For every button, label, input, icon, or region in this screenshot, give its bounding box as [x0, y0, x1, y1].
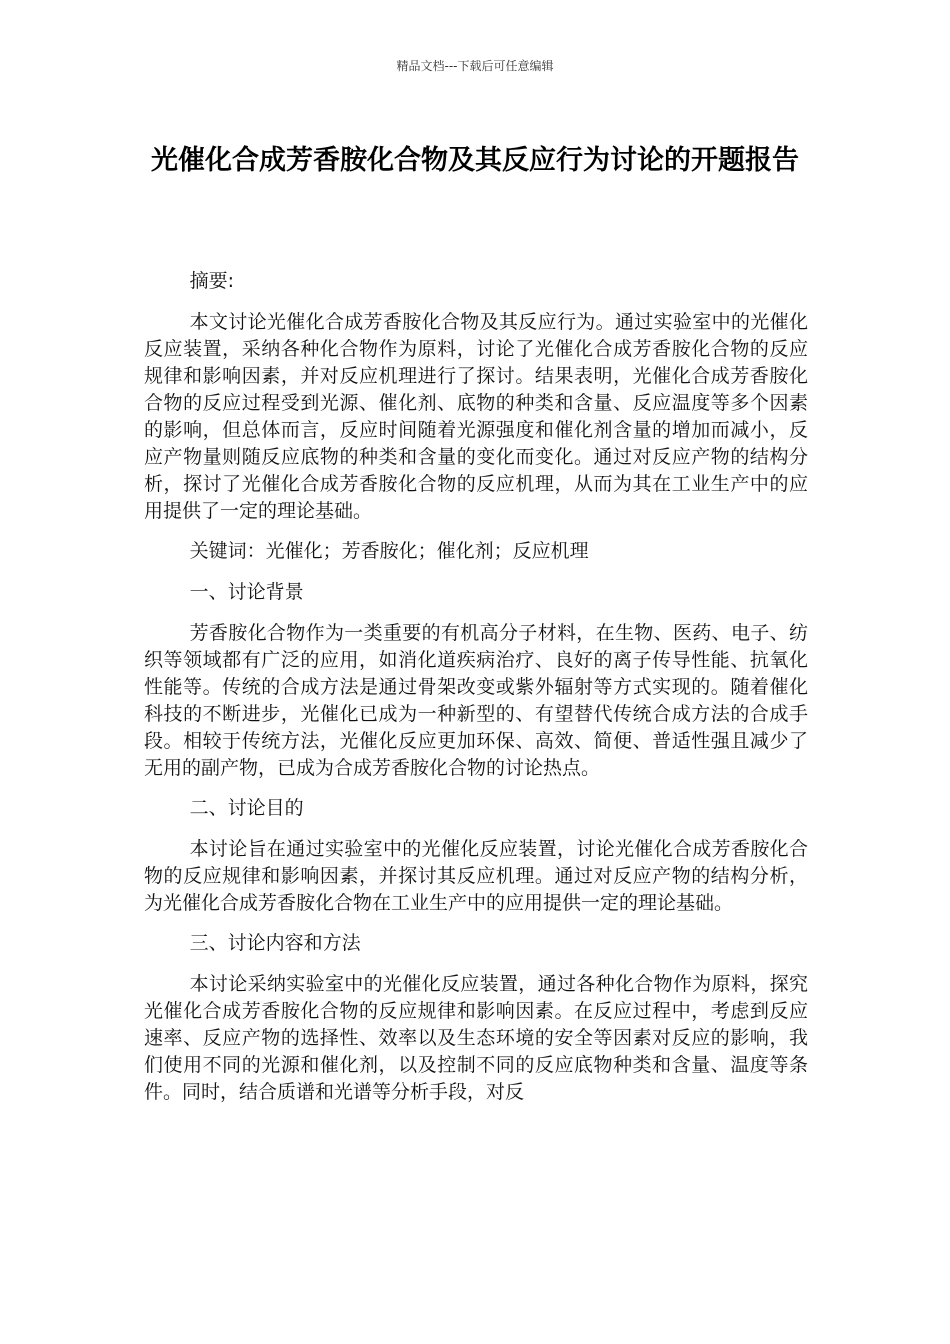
section-paragraph-background: 芳香胺化合物作为一类重要的有机高分子材料，在生物、医药、电子、纺织等领域都有广泛的应用，如消化道疾病治疗、良好的离子传导性能、抗氧化性能等。传统的合成方法是通过骨架改变或紫外辐射等方式实现的。随着催化科技的不断进步，光催化已成为一种新型的、有望替代传统合成方法的合成手段。相较于传统方法，光催化反应更加环保、高效、简便、普适性强且减少了无用的副产物，已成为合成芳香胺化合物的讨论热点。 — [144, 622, 808, 779]
section-heading-methods: 三、讨论内容和方法 — [189, 932, 361, 954]
section-paragraph-purpose: 本讨论旨在通过实验室中的光催化反应装置，讨论光催化合成芳香胺化合物的反应规律和影响因素，并探讨其反应机理。通过对反应产物的结构分析，为光催化合成芳香胺化合物在工业生产中的应用提供一定的理论基础。 — [144, 838, 808, 914]
header-note: 精品文档---下载后可任意编辑 — [396, 59, 554, 73]
document-body — [144, 268, 808, 1119]
keywords-line: 关键词：光催化；芳香胺化；催化剂；反应机理 — [189, 540, 589, 562]
abstract-paragraph: 本文讨论光催化合成芳香胺化合物及其反应行为。通过实验室中的光催化反应装置，采纳各种化合物作为原料，讨论了光催化合成芳香胺化合物的反应规律和影响因素，并对反应机理进行了探讨。结果表明，光催化合成芳香胺化合物的反应过程受到光源、催化剂、底物的种类和含量、反应温度等多个因素的影响，但总体而言，反应时间随着光源强度和催化剂含量的增加而减小，反应产物量则随反应底物的种类和含量的变化而变化。通过对反应产物的结构分析，探讨了光催化合成芳香胺化合物的反应机理，从而为其在工业生产中的应用提供了一定的理论基础。 — [144, 311, 808, 522]
abstract-label: 摘要: — [189, 270, 234, 292]
section-paragraph-methods: 本讨论采纳实验室中的光催化反应装置，通过各种化合物作为原料，探究光催化合成芳香胺化合物的反应规律和影响因素。在反应过程中，考虑到反应速率、反应产物的选择性、效率以及生态环境的安全等因素对反应的影响，我们使用不同的光源和催化剂，以及控制不同的反应底物种类和含量、温度等条件。同时，结合质谱和光谱等分析手段，对反 — [144, 973, 808, 1103]
document-title: 光催化合成芳香胺化合物及其反应行为讨论的开题报告 — [151, 145, 799, 176]
section-heading-background: 一、讨论背景 — [189, 581, 304, 603]
section-heading-purpose: 二、讨论目的 — [189, 797, 304, 819]
